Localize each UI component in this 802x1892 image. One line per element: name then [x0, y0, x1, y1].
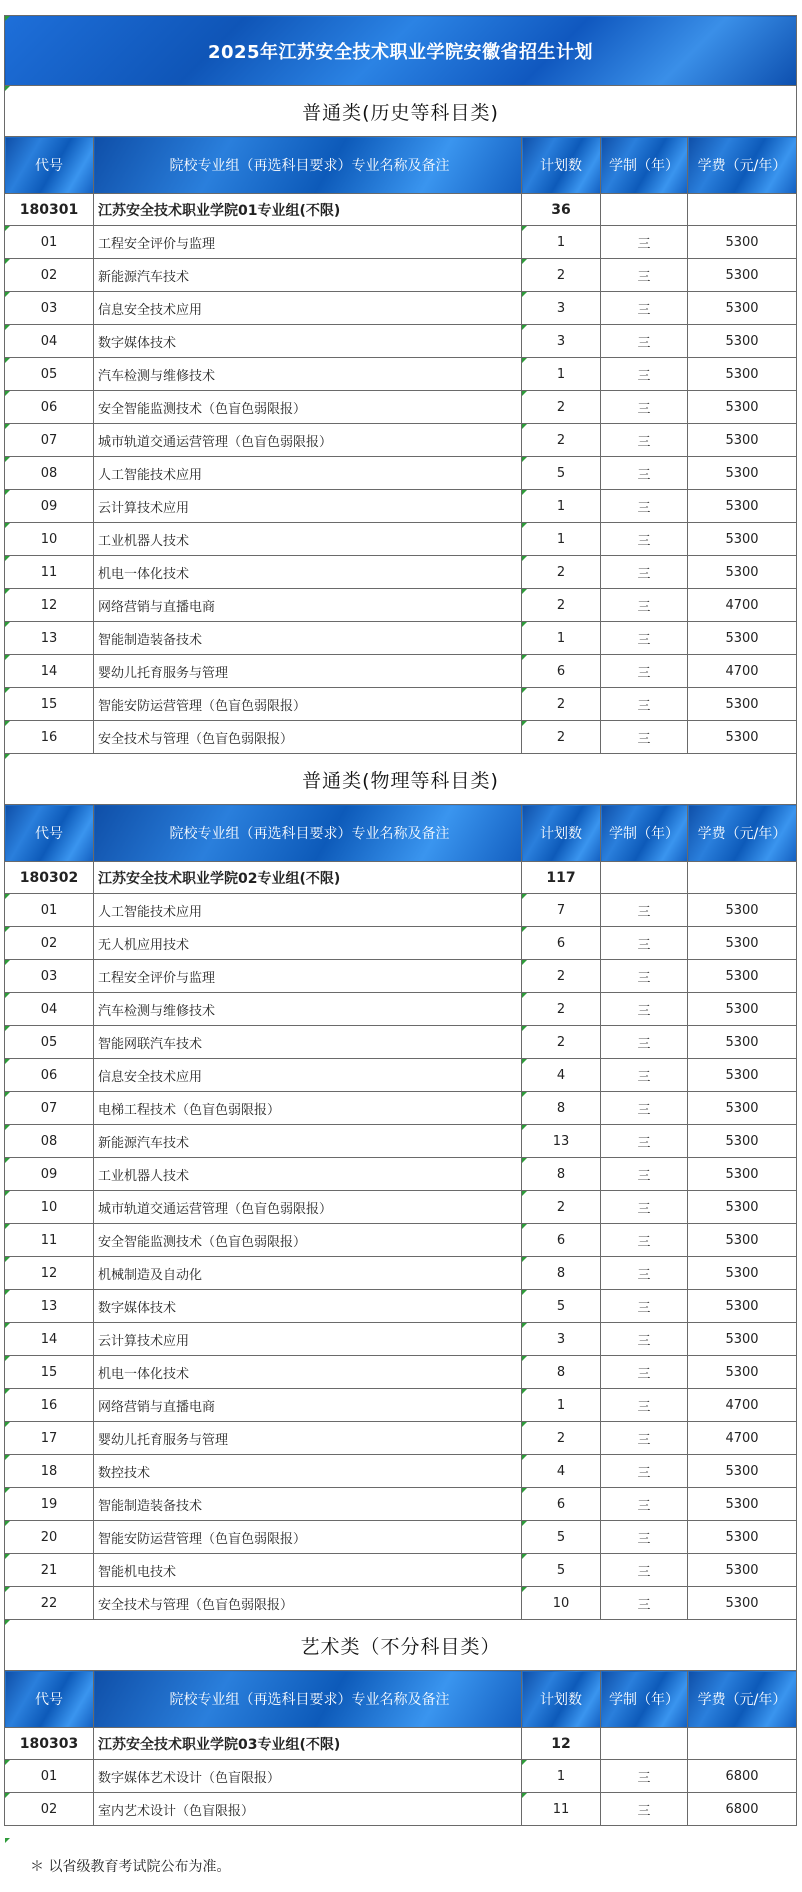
row-years: 三 — [601, 1224, 688, 1257]
row-plan-count: 4 — [522, 1455, 601, 1488]
corner-mark-icon — [5, 1838, 10, 1843]
header-code: 代号 — [5, 805, 94, 862]
row-major-name: 信息安全技术应用 — [94, 1059, 522, 1092]
row-code: 02 — [5, 927, 94, 960]
header-name: 院校专业组（再选科目要求）专业名称及备注 — [94, 137, 522, 194]
table-row — [5, 424, 797, 457]
row-code: 07 — [5, 1092, 94, 1125]
table-row — [5, 292, 797, 325]
group-code: 180302 — [5, 862, 94, 894]
table-row — [5, 1356, 797, 1389]
section-title-row — [5, 754, 797, 805]
row-major-name: 安全技术与管理（色盲色弱限报） — [94, 1587, 522, 1620]
row-code: 04 — [5, 993, 94, 1026]
header-code: 代号 — [5, 137, 94, 194]
row-years: 三 — [601, 1760, 688, 1793]
row-plan-count: 2 — [522, 259, 601, 292]
row-years: 三 — [601, 1488, 688, 1521]
row-fee: 5300 — [688, 721, 797, 754]
row-code: 14 — [5, 655, 94, 688]
table-body — [5, 16, 797, 1826]
row-plan-count: 2 — [522, 556, 601, 589]
table-row — [5, 1760, 797, 1793]
row-major-name: 工程安全评价与监理 — [94, 960, 522, 993]
table-row — [5, 457, 797, 490]
table-row — [5, 1092, 797, 1125]
row-years: 三 — [601, 1290, 688, 1323]
group-name: 江苏安全技术职业学院03专业组(不限) — [94, 1728, 522, 1760]
row-code: 21 — [5, 1554, 94, 1587]
row-years: 三 — [601, 993, 688, 1026]
row-plan-count: 1 — [522, 226, 601, 259]
row-plan-count: 1 — [522, 1760, 601, 1793]
row-fee: 5300 — [688, 993, 797, 1026]
row-major-name: 人工智能技术应用 — [94, 894, 522, 927]
row-plan-count: 1 — [522, 490, 601, 523]
row-major-name: 工程安全评价与监理 — [94, 226, 522, 259]
row-years: 三 — [601, 1422, 688, 1455]
table-row — [5, 1488, 797, 1521]
row-code: 13 — [5, 622, 94, 655]
table-row — [5, 1224, 797, 1257]
row-plan-count: 5 — [522, 457, 601, 490]
header-name: 院校专业组（再选科目要求）专业名称及备注 — [94, 805, 522, 862]
row-code: 01 — [5, 226, 94, 259]
table-row — [5, 391, 797, 424]
row-fee: 5300 — [688, 523, 797, 556]
row-plan-count: 6 — [522, 927, 601, 960]
row-major-name: 安全智能监测技术（色盲色弱限报） — [94, 391, 522, 424]
table-row — [5, 556, 797, 589]
row-fee: 5300 — [688, 960, 797, 993]
row-years: 三 — [601, 1191, 688, 1224]
row-fee: 5300 — [688, 1026, 797, 1059]
row-major-name: 工业机器人技术 — [94, 1158, 522, 1191]
row-plan-count: 2 — [522, 1026, 601, 1059]
row-major-name: 数字媒体艺术设计（色盲限报） — [94, 1760, 522, 1793]
row-fee: 5300 — [688, 1356, 797, 1389]
row-plan-count: 2 — [522, 721, 601, 754]
row-code: 03 — [5, 960, 94, 993]
row-years: 三 — [601, 457, 688, 490]
row-major-name: 城市轨道交通运营管理（色盲色弱限报） — [94, 424, 522, 457]
row-major-name: 室内艺术设计（色盲限报） — [94, 1793, 522, 1826]
table-row — [5, 1389, 797, 1422]
table-row — [5, 1323, 797, 1356]
row-code: 08 — [5, 457, 94, 490]
row-years: 三 — [601, 894, 688, 927]
row-years: 三 — [601, 1323, 688, 1356]
row-code: 14 — [5, 1323, 94, 1356]
row-plan-count: 8 — [522, 1092, 601, 1125]
group-years — [601, 194, 688, 226]
row-major-name: 网络营销与直播电商 — [94, 589, 522, 622]
table-row — [5, 655, 797, 688]
page-title: 2025年江苏安全技术职业学院安徽省招生计划 — [5, 16, 797, 86]
table-row — [5, 894, 797, 927]
row-plan-count: 2 — [522, 424, 601, 457]
row-code: 05 — [5, 358, 94, 391]
row-major-name: 数控技术 — [94, 1455, 522, 1488]
row-fee: 4700 — [688, 1422, 797, 1455]
row-major-name: 云计算技术应用 — [94, 1323, 522, 1356]
column-header-row — [5, 137, 797, 194]
row-fee: 5300 — [688, 1488, 797, 1521]
header-name: 院校专业组（再选科目要求）专业名称及备注 — [94, 1671, 522, 1728]
column-header-row — [5, 1671, 797, 1728]
row-code: 03 — [5, 292, 94, 325]
section-title: 艺术类（不分科目类） — [5, 1620, 797, 1671]
row-major-name: 汽车检测与维修技术 — [94, 993, 522, 1026]
row-plan-count: 2 — [522, 589, 601, 622]
row-code: 07 — [5, 424, 94, 457]
table-row — [5, 1059, 797, 1092]
row-plan-count: 5 — [522, 1521, 601, 1554]
row-years: 三 — [601, 1793, 688, 1826]
row-major-name: 机电一体化技术 — [94, 1356, 522, 1389]
row-code: 06 — [5, 1059, 94, 1092]
row-fee: 5300 — [688, 1125, 797, 1158]
row-major-name: 工业机器人技术 — [94, 523, 522, 556]
section-title: 普通类(历史等科目类) — [5, 86, 797, 137]
row-code: 16 — [5, 1389, 94, 1422]
row-code: 09 — [5, 490, 94, 523]
row-years: 三 — [601, 1455, 688, 1488]
row-major-name: 机电一体化技术 — [94, 556, 522, 589]
row-years: 三 — [601, 325, 688, 358]
table-row — [5, 1125, 797, 1158]
group-plan: 12 — [522, 1728, 601, 1760]
group-fee — [688, 194, 797, 226]
row-fee: 5300 — [688, 1257, 797, 1290]
group-code: 180301 — [5, 194, 94, 226]
column-header-row — [5, 805, 797, 862]
row-fee: 5300 — [688, 1587, 797, 1620]
row-fee: 5300 — [688, 292, 797, 325]
row-major-name: 安全智能监测技术（色盲色弱限报） — [94, 1224, 522, 1257]
table-row — [5, 1290, 797, 1323]
row-code: 19 — [5, 1488, 94, 1521]
group-years — [601, 1728, 688, 1760]
row-major-name: 智能安防运营管理（色盲色弱限报） — [94, 688, 522, 721]
row-major-name: 无人机应用技术 — [94, 927, 522, 960]
group-row — [5, 194, 797, 226]
row-fee: 5300 — [688, 259, 797, 292]
row-fee: 5300 — [688, 1191, 797, 1224]
table-row — [5, 358, 797, 391]
row-plan-count: 10 — [522, 1587, 601, 1620]
table-row — [5, 1422, 797, 1455]
section-title-row — [5, 86, 797, 137]
row-major-name: 新能源汽车技术 — [94, 1125, 522, 1158]
group-fee — [688, 862, 797, 894]
row-major-name: 城市轨道交通运营管理（色盲色弱限报） — [94, 1191, 522, 1224]
group-code: 180303 — [5, 1728, 94, 1760]
header-fee: 学费（元/年） — [688, 1671, 797, 1728]
row-code: 04 — [5, 325, 94, 358]
header-plan: 计划数 — [522, 1671, 601, 1728]
row-plan-count: 1 — [522, 523, 601, 556]
table-row — [5, 1026, 797, 1059]
row-code: 02 — [5, 259, 94, 292]
row-plan-count: 3 — [522, 292, 601, 325]
row-fee: 5300 — [688, 1554, 797, 1587]
row-years: 三 — [601, 1125, 688, 1158]
header-code: 代号 — [5, 1671, 94, 1728]
group-name: 江苏安全技术职业学院02专业组(不限) — [94, 862, 522, 894]
row-major-name: 汽车检测与维修技术 — [94, 358, 522, 391]
row-code: 10 — [5, 1191, 94, 1224]
row-code: 20 — [5, 1521, 94, 1554]
row-code: 01 — [5, 894, 94, 927]
table-row — [5, 589, 797, 622]
row-major-name: 电梯工程技术（色盲色弱限报） — [94, 1092, 522, 1125]
row-major-name: 云计算技术应用 — [94, 490, 522, 523]
table-row — [5, 688, 797, 721]
row-code: 12 — [5, 589, 94, 622]
group-years — [601, 862, 688, 894]
row-years: 三 — [601, 655, 688, 688]
row-plan-count: 2 — [522, 1191, 601, 1224]
row-code: 10 — [5, 523, 94, 556]
row-major-name: 机械制造及自动化 — [94, 1257, 522, 1290]
header-plan: 计划数 — [522, 137, 601, 194]
row-plan-count: 6 — [522, 1224, 601, 1257]
table-row — [5, 622, 797, 655]
row-code: 08 — [5, 1125, 94, 1158]
footnote-text: ＊ 以省级教育考试院公布为准。 — [30, 1859, 231, 1875]
row-code: 15 — [5, 688, 94, 721]
row-plan-count: 3 — [522, 325, 601, 358]
row-fee: 5300 — [688, 1059, 797, 1092]
table-row — [5, 490, 797, 523]
row-years: 三 — [601, 259, 688, 292]
header-plan: 计划数 — [522, 805, 601, 862]
row-plan-count: 7 — [522, 894, 601, 927]
row-plan-count: 8 — [522, 1158, 601, 1191]
row-years: 三 — [601, 960, 688, 993]
row-major-name: 婴幼儿托育服务与管理 — [94, 1422, 522, 1455]
table-row — [5, 1158, 797, 1191]
row-plan-count: 1 — [522, 358, 601, 391]
row-plan-count: 2 — [522, 391, 601, 424]
row-plan-count: 11 — [522, 1793, 601, 1826]
row-fee: 5300 — [688, 325, 797, 358]
header-fee: 学费（元/年） — [688, 137, 797, 194]
row-years: 三 — [601, 688, 688, 721]
row-fee: 4700 — [688, 655, 797, 688]
row-fee: 5300 — [688, 424, 797, 457]
row-fee: 5300 — [688, 226, 797, 259]
table-row — [5, 523, 797, 556]
row-plan-count: 5 — [522, 1554, 601, 1587]
header-years: 学制（年） — [601, 805, 688, 862]
row-fee: 5300 — [688, 1455, 797, 1488]
row-code: 15 — [5, 1356, 94, 1389]
row-major-name: 智能制造装备技术 — [94, 1488, 522, 1521]
row-plan-count: 2 — [522, 1422, 601, 1455]
row-plan-count: 2 — [522, 960, 601, 993]
row-plan-count: 2 — [522, 688, 601, 721]
row-major-name: 婴幼儿托育服务与管理 — [94, 655, 522, 688]
row-plan-count: 8 — [522, 1356, 601, 1389]
row-major-name: 智能制造装备技术 — [94, 622, 522, 655]
row-years: 三 — [601, 358, 688, 391]
table-row — [5, 1257, 797, 1290]
table-row — [5, 226, 797, 259]
row-fee: 5300 — [688, 1224, 797, 1257]
row-fee: 5300 — [688, 556, 797, 589]
row-fee: 5300 — [688, 894, 797, 927]
row-fee: 5300 — [688, 490, 797, 523]
row-fee: 5300 — [688, 391, 797, 424]
title-row — [5, 16, 797, 86]
row-fee: 5300 — [688, 358, 797, 391]
row-plan-count: 1 — [522, 1389, 601, 1422]
table-row — [5, 927, 797, 960]
section-title-row — [5, 1620, 797, 1671]
group-row — [5, 862, 797, 894]
row-code: 02 — [5, 1793, 94, 1826]
table-row — [5, 259, 797, 292]
row-code: 22 — [5, 1587, 94, 1620]
enrollment-plan-table — [4, 15, 797, 1826]
table-row — [5, 1455, 797, 1488]
row-years: 三 — [601, 1356, 688, 1389]
row-years: 三 — [601, 1092, 688, 1125]
row-years: 三 — [601, 556, 688, 589]
row-plan-count: 6 — [522, 1488, 601, 1521]
table-row — [5, 1554, 797, 1587]
row-years: 三 — [601, 1026, 688, 1059]
row-fee: 4700 — [688, 1389, 797, 1422]
row-code: 16 — [5, 721, 94, 754]
row-years: 三 — [601, 1521, 688, 1554]
row-fee: 6800 — [688, 1760, 797, 1793]
row-years: 三 — [601, 490, 688, 523]
row-years: 三 — [601, 424, 688, 457]
row-years: 三 — [601, 1389, 688, 1422]
row-code: 13 — [5, 1290, 94, 1323]
row-fee: 5300 — [688, 927, 797, 960]
row-code: 18 — [5, 1455, 94, 1488]
row-plan-count: 1 — [522, 622, 601, 655]
row-fee: 6800 — [688, 1793, 797, 1826]
group-name: 江苏安全技术职业学院01专业组(不限) — [94, 194, 522, 226]
table-row — [5, 1521, 797, 1554]
section-title: 普通类(物理等科目类) — [5, 754, 797, 805]
row-major-name: 数字媒体技术 — [94, 1290, 522, 1323]
group-plan: 36 — [522, 194, 601, 226]
row-major-name: 信息安全技术应用 — [94, 292, 522, 325]
table-row — [5, 960, 797, 993]
row-code: 12 — [5, 1257, 94, 1290]
row-major-name: 智能机电技术 — [94, 1554, 522, 1587]
row-major-name: 新能源汽车技术 — [94, 259, 522, 292]
row-years: 三 — [601, 1587, 688, 1620]
row-plan-count: 13 — [522, 1125, 601, 1158]
row-years: 三 — [601, 292, 688, 325]
row-fee: 5300 — [688, 457, 797, 490]
table-row — [5, 1587, 797, 1620]
row-plan-count: 8 — [522, 1257, 601, 1290]
header-years: 学制（年） — [601, 1671, 688, 1728]
table-row — [5, 993, 797, 1026]
row-years: 三 — [601, 523, 688, 556]
row-plan-count: 5 — [522, 1290, 601, 1323]
row-years: 三 — [601, 927, 688, 960]
row-fee: 4700 — [688, 589, 797, 622]
row-years: 三 — [601, 1257, 688, 1290]
row-fee: 5300 — [688, 1290, 797, 1323]
row-major-name: 智能安防运营管理（色盲色弱限报） — [94, 1521, 522, 1554]
row-plan-count: 6 — [522, 655, 601, 688]
row-fee: 5300 — [688, 1521, 797, 1554]
header-years: 学制（年） — [601, 137, 688, 194]
row-years: 三 — [601, 721, 688, 754]
enrollment-plan-sheet — [4, 15, 796, 1826]
row-plan-count: 3 — [522, 1323, 601, 1356]
row-fee: 5300 — [688, 688, 797, 721]
row-code: 09 — [5, 1158, 94, 1191]
table-row — [5, 721, 797, 754]
row-years: 三 — [601, 1059, 688, 1092]
row-code: 11 — [5, 1224, 94, 1257]
row-years: 三 — [601, 622, 688, 655]
row-fee: 5300 — [688, 622, 797, 655]
table-row — [5, 325, 797, 358]
row-plan-count: 4 — [522, 1059, 601, 1092]
row-years: 三 — [601, 226, 688, 259]
group-plan: 117 — [522, 862, 601, 894]
row-fee: 5300 — [688, 1323, 797, 1356]
group-row — [5, 1728, 797, 1760]
row-years: 三 — [601, 1158, 688, 1191]
table-row — [5, 1793, 797, 1826]
row-major-name: 数字媒体技术 — [94, 325, 522, 358]
header-fee: 学费（元/年） — [688, 805, 797, 862]
row-years: 三 — [601, 1554, 688, 1587]
row-code: 05 — [5, 1026, 94, 1059]
row-fee: 5300 — [688, 1158, 797, 1191]
footnote — [0, 1836, 802, 1876]
row-code: 17 — [5, 1422, 94, 1455]
row-code: 06 — [5, 391, 94, 424]
row-major-name: 智能网联汽车技术 — [94, 1026, 522, 1059]
row-plan-count: 2 — [522, 993, 601, 1026]
group-fee — [688, 1728, 797, 1760]
row-major-name: 网络营销与直播电商 — [94, 1389, 522, 1422]
row-years: 三 — [601, 589, 688, 622]
row-fee: 5300 — [688, 1092, 797, 1125]
row-code: 01 — [5, 1760, 94, 1793]
table-row — [5, 1191, 797, 1224]
row-major-name: 安全技术与管理（色盲色弱限报） — [94, 721, 522, 754]
row-code: 11 — [5, 556, 94, 589]
row-major-name: 人工智能技术应用 — [94, 457, 522, 490]
row-years: 三 — [601, 391, 688, 424]
